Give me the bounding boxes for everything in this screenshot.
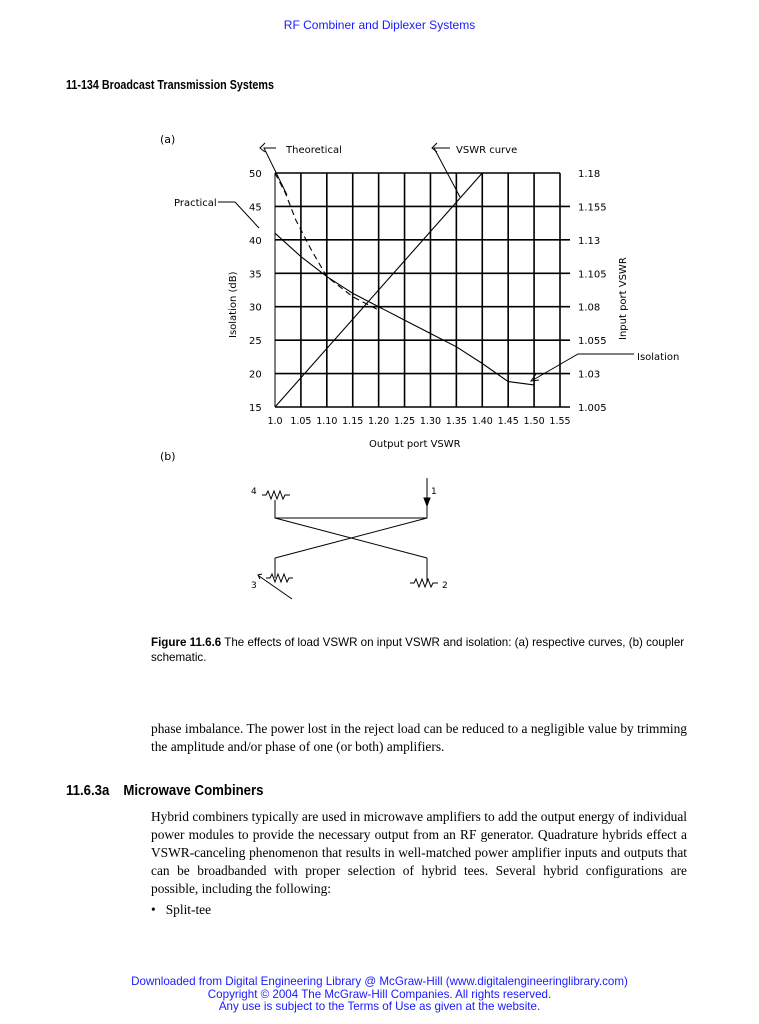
port1-arrow-icon: [424, 498, 430, 506]
footer-line-1[interactable]: Downloaded from Digital Engineering Library @ McGraw-Hill (www.digitalengineeringlibrary.com): [131, 975, 628, 988]
x-tick-label: 1.20: [368, 416, 390, 427]
x-axis-label: Output port VSWR: [369, 439, 461, 450]
port-1-label: 1: [431, 487, 437, 497]
port-2-label: 2: [442, 581, 448, 591]
figure-label-b: (b): [160, 450, 176, 463]
port4-resistor-icon: [262, 491, 290, 499]
y-right-tick-label: 1.005: [578, 403, 607, 414]
bullet-marker: •: [151, 902, 156, 917]
y-right-tick-label: 1.08: [578, 302, 601, 314]
y-axis-right-label: Input port VSWR: [618, 257, 629, 340]
x-tick-label: 1.25: [393, 416, 416, 427]
y-left-tick-label: 15: [249, 403, 262, 414]
y-left-tick-label: 40: [249, 235, 262, 247]
y-left-tick-label: 30: [249, 302, 262, 314]
section-number: 11.6.3a: [66, 782, 110, 799]
running-head: 11-134 Broadcast Transmission Systems: [66, 78, 274, 92]
body-paragraph-1: phase imbalance. The power lost in the reject load can be reduced to a negligible value by trimming the amplitude and/or phase of one (or both) amplifiers.: [151, 721, 687, 754]
y-right-tick-label: 1.055: [578, 336, 607, 348]
x-tick-label: 1.50: [523, 416, 545, 427]
body-paragraph-2: Hybrid combiners typically are used in microwave amplifiers to add the output energy of individual power modules to provide the necessary output from an RF generator. Quadrature hybrids effect a VSWR-canceling phenomenon that results in well-matched power amplifier inputs and outputs that can be broadbanded with proper selection of hybrid tees. Several hybrid configurations are possible, including the following:: [151, 809, 687, 896]
y-axis-left-label: Isolation (dB): [228, 271, 239, 338]
y-right-tick-label: 1.03: [578, 369, 601, 381]
x-tick-label: 1.0: [267, 416, 283, 427]
footer: [0, 976, 759, 1014]
y-right-tick-label: 1.105: [578, 269, 607, 281]
x-tick-label: 1.15: [342, 416, 364, 427]
x-tick-label: 1.40: [471, 416, 493, 427]
schematic-top-bus: [275, 500, 427, 518]
x-tick-label: 1.45: [497, 416, 519, 427]
port2-resistor-icon: [410, 579, 438, 587]
port-4-label: 4: [251, 487, 257, 497]
footer-line-2: Copyright © 2004 The McGraw-Hill Companies. All rights reserved.: [207, 987, 552, 1001]
x-tick-label: 1.35: [445, 416, 467, 427]
x-tick-label: 1.05: [290, 416, 312, 427]
section-heading: [66, 782, 264, 799]
x-tick-label: 1.30: [419, 416, 442, 427]
bullet-item-split-tee: Split-tee: [165, 902, 212, 917]
schematic-legs: [275, 558, 427, 583]
y-left-tick-label: 35: [249, 269, 262, 281]
figure-caption: [151, 635, 691, 665]
y-right-tick-label: 1.18: [578, 169, 601, 180]
annotation-theoretical: Theoretical: [286, 145, 342, 156]
caption-text: The effects of load VSWR on input VSWR and isolation: (a) respective curves, (b) coupler schematic.: [151, 636, 685, 664]
y-right-tick-label: 1.13: [578, 235, 601, 247]
footer-line-3: Any use is subject to the Terms of Use as given at the website.: [218, 1000, 541, 1013]
port3-resistor-icon: [266, 574, 293, 582]
y-left-tick-label: 25: [249, 336, 262, 348]
y-left-tick-label: 20: [249, 369, 262, 381]
y-left-tick-label: 50: [249, 169, 262, 180]
annotation-practical: Practical: [174, 198, 217, 209]
x-tick-label: 1.10: [316, 416, 338, 427]
y-right-tick-label: 1.155: [578, 202, 607, 214]
bullet-list: [151, 901, 451, 919]
y-left-tick-label: 45: [249, 202, 262, 214]
caption-label: Figure 11.6.6: [151, 636, 222, 649]
annotation-isolation: Isolation: [637, 352, 680, 363]
port-3-label: 3: [251, 581, 257, 591]
x-tick-label: 1.55: [549, 416, 571, 427]
section-title: Microwave Combiners: [123, 782, 264, 799]
top-link[interactable]: RF Combiner and Diplexer Systems: [283, 18, 476, 32]
figure-label-a: (a): [160, 133, 176, 146]
annotation-vswr-curve: VSWR curve: [456, 145, 518, 156]
